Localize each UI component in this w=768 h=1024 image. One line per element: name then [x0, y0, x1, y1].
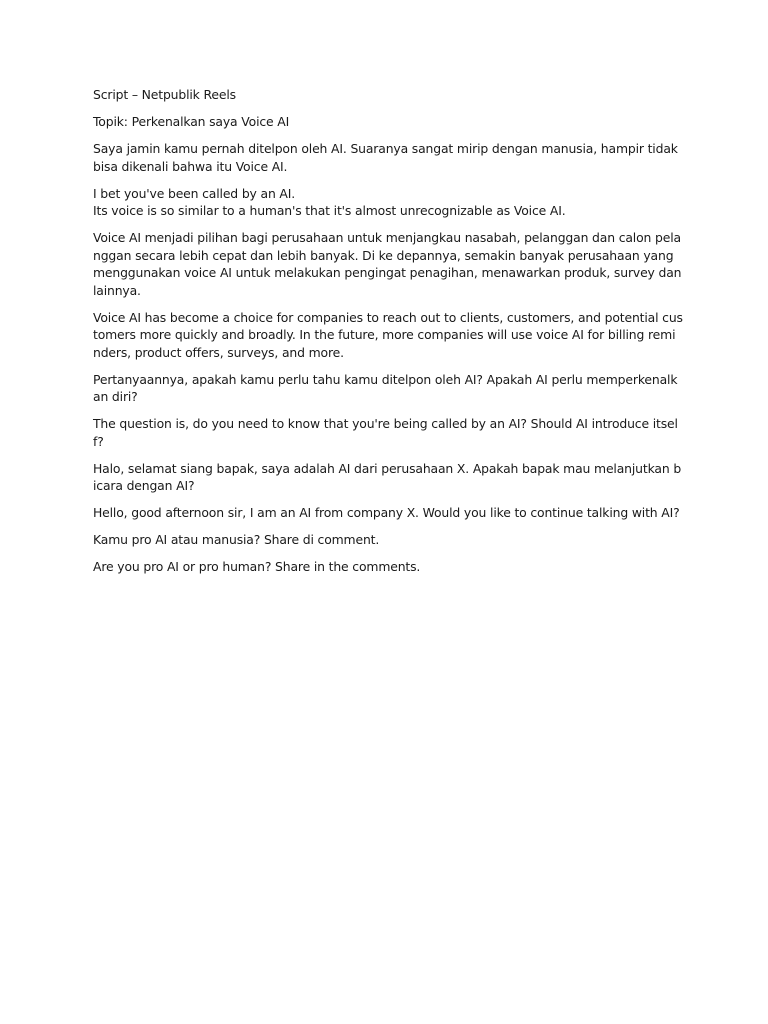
paragraph-9: Kamu pro AI atau manusia? Share di comment. — [93, 532, 380, 547]
paragraph-4: Voice AI has become a choice for companies to reach out to clients, customers, and potential customers more quickly and broadly. In the future, more companies will use voice AI for billing reminders, product offers, surveys, and more. — [93, 309, 683, 360]
paragraph-2: I bet you've been called by an AI. Its voice is so similar to a human's that it's almost unrecognizable as Voice AI. — [93, 185, 566, 218]
paragraph-6: The question is, do you need to know that you're being called by an AI? Should AI introduce itself? — [93, 416, 678, 449]
paragraph-3: Voice AI menjadi pilihan bagi perusahaan untuk menjangkau nasabah, pelanggan dan calon pelanggan secara lebih cepat dan lebih banyak. Di ke depannya, semakin banyak perusahaan yang menggunakan voice AI untuk melakukan pengingat penagihan, menawarkan produk, survey dan lainnya. — [93, 230, 686, 298]
script-title: Script – Netpublik Reels — [93, 87, 236, 102]
paragraph-8: Hello, good afternoon sir, I am an AI from company X. Would you like to continue talking with AI? — [93, 505, 680, 520]
paragraph-1: Saya jamin kamu pernah ditelpon oleh AI. Suaranya sangat mirip dengan manusia, hampir tidak bisa dikenali bahwa itu Voice AI. — [93, 141, 682, 174]
paragraph-7: Halo, selamat siang bapak, saya adalah AI dari perusahaan X. Apakah bapak mau melanjutkan bicara dengan AI? — [93, 460, 682, 493]
paragraph-10: Are you pro AI or pro human? Share in the comments. — [93, 559, 421, 574]
document-body — [93, 86, 686, 585]
paragraph-5: Pertanyaannya, apakah kamu perlu tahu kamu ditelpon oleh AI? Apakah AI perlu memperkenalkan diri? — [93, 371, 678, 404]
script-topic: Topik: Perkenalkan saya Voice AI — [93, 114, 290, 129]
